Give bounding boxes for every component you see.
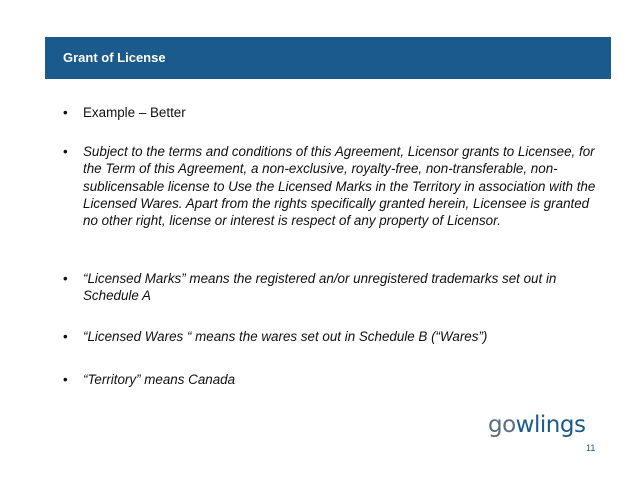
bullet-item [63, 270, 603, 305]
bullet-icon: • [63, 144, 68, 159]
logo-part-wlings: wlings [515, 412, 586, 438]
page-number: 11 [586, 443, 596, 453]
bullet-text: Example – Better [83, 105, 186, 120]
bullet-text: “Territory” means Canada [83, 372, 236, 387]
slide-title-bar [45, 37, 611, 79]
gowlings-logo [488, 412, 585, 438]
bullet-icon: • [63, 271, 68, 286]
logo-part-go: go [488, 412, 516, 438]
bullet-text: “Licensed Marks” means the registered an/or unregistered trademarks set out in Schedule A [83, 271, 557, 304]
bullet-item [63, 328, 603, 345]
slide-title: Grant of License [63, 50, 166, 65]
bullet-item [63, 371, 603, 388]
bullet-icon: • [63, 105, 68, 120]
bullet-text: “Licensed Wares “ means the wares set out in Schedule B (“Wares”) [83, 329, 488, 344]
bullet-text: Subject to the terms and conditions of this Agreement, Licensor grants to Licensee, for the Term of this Agreement, a non-exclusive, royalty-free, non-transferable, non-sublicensable license to Use the Licensed Marks in the Territory in association with the Licensed Wares. Apart from the rights specifically granted herein, Licensee is granted no other right, license or interest is respect of any property of Licensor. [83, 144, 596, 229]
bullet-item [63, 143, 603, 229]
bullet-icon: • [63, 329, 68, 344]
bullet-icon: • [63, 372, 68, 387]
bullet-item [63, 104, 603, 121]
